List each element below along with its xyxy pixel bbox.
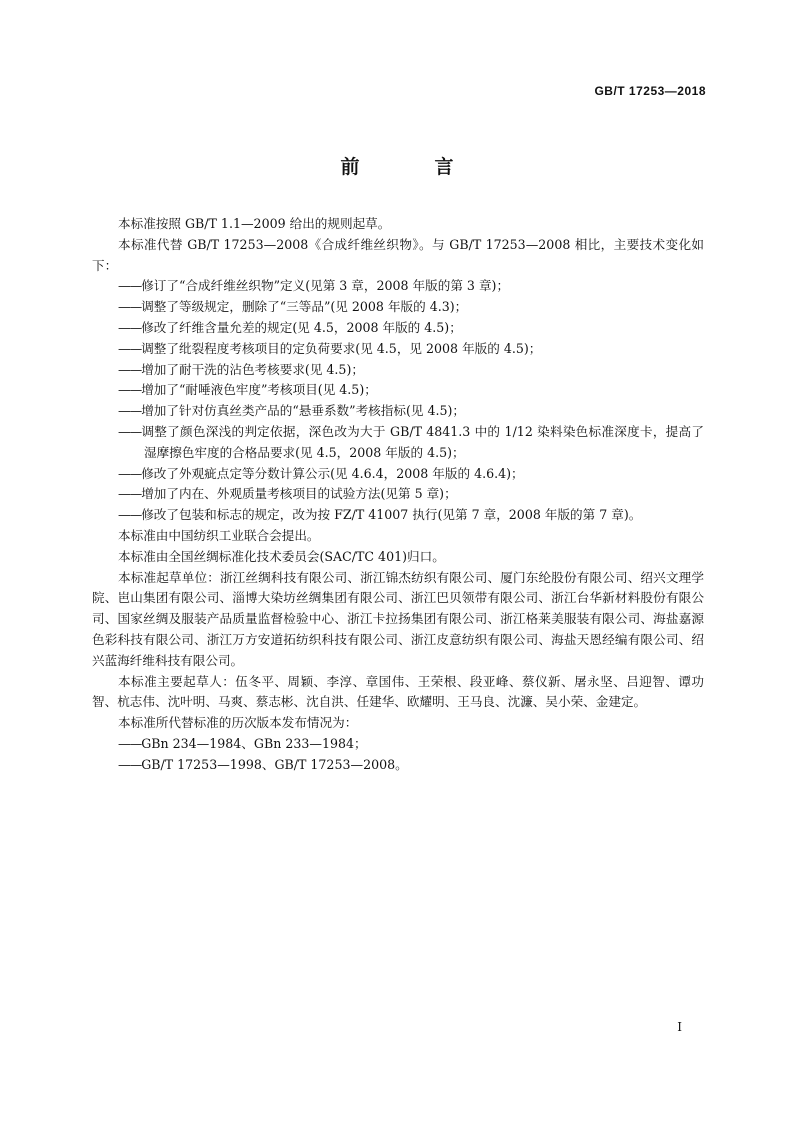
list-item: ——GB/T 17253—1998、GB/T 17253—2008。 <box>118 756 408 772</box>
dash-marker: —— <box>118 319 142 335</box>
list-item: ——GBn 234—1984、GBn 233—1984； <box>118 735 367 751</box>
paragraph: 本标准由中国纺织工业联合会提出。 <box>118 527 320 543</box>
dash-marker: —— <box>118 382 142 398</box>
list-item: ——调整了颜色深浅的判定依据，深色改为大于 GB/T 4841.3 中的 1/12 染料染色标准深度卡，提高了湿摩擦色牢度的合格品要求(见 4.5，2008 年版的 4.5)； <box>118 423 704 460</box>
document-body <box>92 214 704 776</box>
list-item: ——调整了纰裂程度考核项目的定负荷要求(见 4.5，见 2008 年版的 4.5)； <box>118 340 542 356</box>
dash-marker: —— <box>118 340 142 356</box>
dash-marker: —— <box>118 403 142 419</box>
paragraph: 本标准所代替标准的历次版本发布情况为： <box>118 715 358 731</box>
list-item: ——修改了外观疵点定等分数计算公示(见 4.6.4，2008 年版的 4.6.4)； <box>118 465 524 481</box>
paragraph: 本标准代替 GB/T 17253—2008《合成纤维丝织物》。与 GB/T 17253—2008 相比，主要技术变化如下： <box>92 236 704 273</box>
paragraph: 本标准由全国丝绸标准化技术委员会(SAC/TC 401)归口。 <box>118 548 445 564</box>
list-item: ——增加了“耐唾液色牢度”考核项目(见 4.5)； <box>118 382 377 398</box>
list-item: ——修订了“合成纤维丝织物”定义(见第 3 章，2008 年版的第 3 章)； <box>118 278 510 294</box>
page-title: 前 言 <box>340 156 482 178</box>
drafting-units-paragraph: 本标准起草单位：浙江丝绸科技有限公司、浙江锦杰纺织有限公司、厦门东纶股份有限公司、绍兴文理学院、岜山集团有限公司、淄博大染坊丝绸集团有限公司、浙江巴贝领带有限公司、浙江台华新材料股份有限公司、国家丝绸及服装产品质量监督检验中心、浙江卡拉扬集团有限公司、浙江格莱美服装有限公司、海盐嘉源色彩科技有限公司、浙江万方安道拓纺织科技有限公司、浙江皮意纺织有限公司、海盐天恩经编有限公司、绍兴蓝海纤维科技有限公司。 <box>92 569 704 668</box>
dash-marker: —— <box>118 486 142 502</box>
list-item: ——增加了内在、外观质量考核项目的试验方法(见第 5 章)； <box>118 486 457 502</box>
changes-list <box>92 276 704 526</box>
dash-marker: —— <box>118 756 142 772</box>
page-number: I <box>677 1020 682 1034</box>
document-code-header: GB/T 17253—2018 <box>594 84 706 98</box>
list-item: ——修改了纤维含量允差的规定(见 4.5，2008 年版的 4.5)； <box>118 319 462 335</box>
dash-marker: —— <box>118 299 142 315</box>
list-item: ——修改了包装和标志的规定，改为按 FZ/T 41007 执行(见第 7 章，2008 年版的第 7 章)。 <box>118 507 642 523</box>
dash-marker: —— <box>118 423 142 439</box>
dash-marker: —— <box>118 361 142 377</box>
list-item: ——调整了等级规定，删除了“三等品”(见 2008 年版的 4.3)； <box>118 299 468 315</box>
paragraph: 本标准按照 GB/T 1.1—2009 给出的规则起草。 <box>118 216 391 231</box>
list-item: ——增加了针对仿真丝类产品的“悬垂系数”考核指标(见 4.5)； <box>118 403 465 419</box>
drafters-paragraph: 本标准主要起草人：伍冬平、周颖、李淳、章国伟、王荣根、段亚峰、蔡仪新、屠永坚、吕迎智、谭功智、杭志伟、沈叶明、马爽、蔡志彬、沈自洪、任建华、欧耀明、王马良、沈濂、吴小荣、金建定。 <box>92 673 704 710</box>
list-item: ——增加了耐干洗的沾色考核要求(见 4.5)； <box>118 361 364 377</box>
dash-marker: —— <box>118 465 142 481</box>
dash-marker: —— <box>118 278 142 294</box>
history-list <box>92 734 704 776</box>
dash-marker: —— <box>118 735 142 751</box>
dash-marker: —— <box>118 507 142 523</box>
